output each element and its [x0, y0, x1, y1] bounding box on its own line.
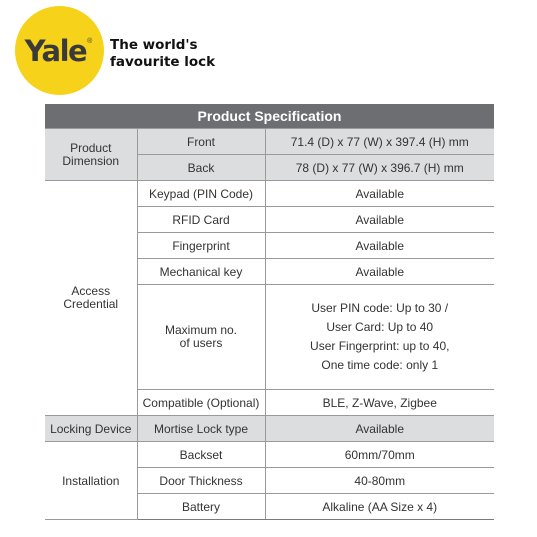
spec-value: Available	[265, 233, 494, 259]
table-title: Product Specification	[45, 104, 494, 129]
spec-label: RFID Card	[137, 207, 265, 233]
spec-value: 40-80mm	[265, 468, 494, 494]
yale-logo	[15, 6, 104, 95]
table-row	[45, 442, 494, 468]
category-line: Product	[70, 140, 112, 155]
spec-label: Fingerprint	[137, 233, 265, 259]
spec-value: Available	[265, 181, 494, 207]
spec-value: 78 (D) x 77 (W) x 396.7 (H) mm	[265, 155, 494, 181]
category-dimension	[45, 129, 137, 181]
category-locking: Locking Device	[45, 416, 137, 442]
category-access	[45, 181, 137, 416]
spec-value: Alkaline (AA Size x 4)	[265, 494, 494, 520]
spec-label: Compatible (Optional)	[137, 390, 265, 416]
table-row	[45, 181, 494, 207]
category-line: Credential	[63, 297, 119, 311]
spec-label: Mortise Lock type	[137, 416, 265, 442]
value-line: One time code: only 1	[321, 358, 439, 372]
spec-value: Available	[265, 416, 494, 442]
registered-mark: ®	[87, 38, 93, 45]
category-line: Dimension	[62, 153, 120, 168]
spec-label: Battery	[137, 494, 265, 520]
value-line: User Card: Up to 40	[326, 320, 434, 334]
table-header-row	[45, 104, 494, 129]
logo-wordmark: Yale	[24, 33, 87, 68]
spec-value: Available	[265, 259, 494, 285]
label-line: of users	[179, 336, 223, 350]
spec-label: Back	[137, 155, 265, 181]
category-line: Access	[71, 284, 111, 298]
spec-label: Backset	[137, 442, 265, 468]
spec-value	[265, 285, 494, 390]
label-line: Maximum no.	[164, 323, 238, 337]
spec-value: BLE, Z-Wave, Zigbee	[265, 390, 494, 416]
spec-label: Front	[137, 129, 265, 155]
spec-label: Keypad (PIN Code)	[137, 181, 265, 207]
spec-value: 60mm/70mm	[265, 442, 494, 468]
spec-label: Door Thickness	[137, 468, 265, 494]
spec-label	[137, 285, 265, 390]
tagline-line-1: The world's	[110, 37, 198, 53]
tagline	[110, 37, 215, 71]
table-row	[45, 416, 494, 442]
tagline-line-2: favourite lock	[110, 54, 216, 70]
value-line: User Fingerprint: up to 40,	[310, 339, 450, 353]
spec-table	[45, 104, 494, 520]
category-installation: Installation	[45, 442, 137, 520]
spec-label: Mechanical key	[137, 259, 265, 285]
spec-value: Available	[265, 207, 494, 233]
table-row	[45, 129, 494, 155]
spec-value: 71.4 (D) x 77 (W) x 397.4 (H) mm	[265, 129, 494, 155]
value-line: User PIN code: Up to 30 /	[311, 301, 449, 315]
